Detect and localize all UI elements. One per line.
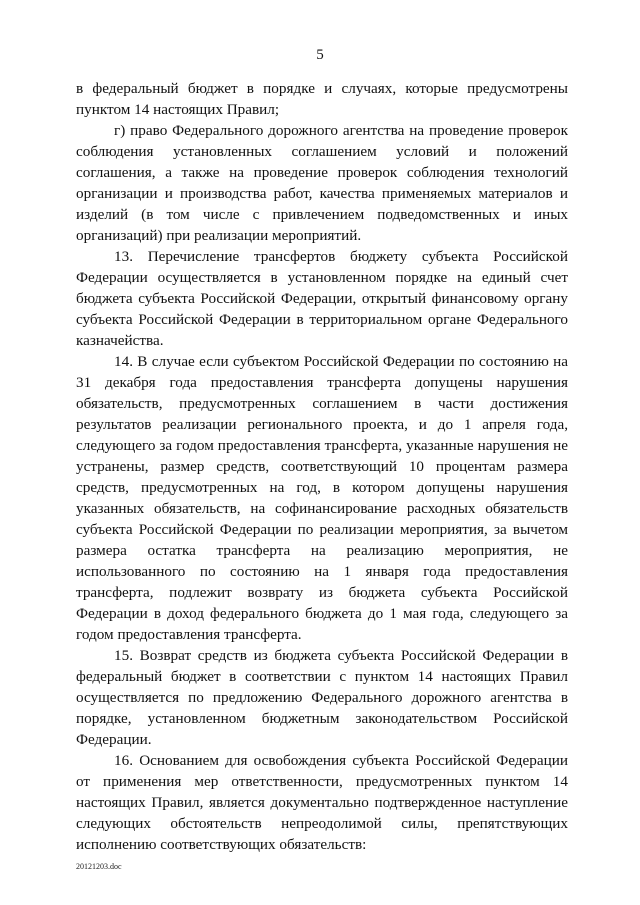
paragraph-point-15: 15. Возврат средств из бюджета субъекта Российской Федерации в федеральный бюджет в соответствии с пунктом 14 настоящих Правил осуществляется по предложению Федерального дорожного агентства в порядке, установленном бюджетным законодательством Российской Федерации. (76, 647, 568, 748)
document-body (76, 78, 568, 855)
footer-file-name: 20121203.doc (76, 862, 122, 871)
page-number: 5 (316, 47, 324, 63)
paragraph-point-13: 13. Перечисление трансфертов бюджету субъекта Российской Федерации осуществляется в установленном порядке на единый счет бюджета субъекта Российской Федерации, открытый финансовому органу субъекта Российской Федерации в территориальном органе Федерального казначейства. (76, 248, 568, 349)
paragraph-point-14: 14. В случае если субъектом Российской Федерации по состоянию на 31 декабря года предоставления трансферта допущены нарушения обязательств, предусмотренных соглашением в части достижения результатов реализации регионального проекта, и до 1 апреля года, следующего за годом предоставления трансферта, указанные нарушения не устранены, размер средств, соответствующий 10 процентам размера средств, предусмотренных на год, в котором допущены нарушения указанных обязательств, на софинансирование расходных обязательств субъекта Российской Федерации по реализации мероприятия, за вычетом размера остатка трансферта на реализацию мероприятия, не использованного по состоянию на 1 января года предоставления трансферта, подлежит возврату из бюджета субъекта Российской Федерации в доход федерального бюджета до 1 мая года, следующего за годом предоставления трансферта. (76, 353, 568, 643)
paragraph-continuation: в федеральный бюджет в порядке и случаях, которые предусмотрены пунктом 14 настоящих Правил; (76, 80, 568, 118)
paragraph-point-16: 16. Основанием для освобождения субъекта Российской Федерации от применения мер ответственности, предусмотренных пунктом 14 настоящих Правил, является документально подтвержденное наступление следующих обстоятельств непреодолимой силы, препятствующих исполнению соответствующих обязательств: (76, 752, 568, 853)
paragraph-item-g: г) право Федерального дорожного агентства на проведение проверок соблюдения установленных соглашением условий и положений соглашения, а также на проведение проверок соблюдения технологий организации и производства работ, качества применяемых материалов и изделий (в том числе с привлечением подведомственных и иных организаций) при реализации мероприятий. (76, 122, 568, 244)
